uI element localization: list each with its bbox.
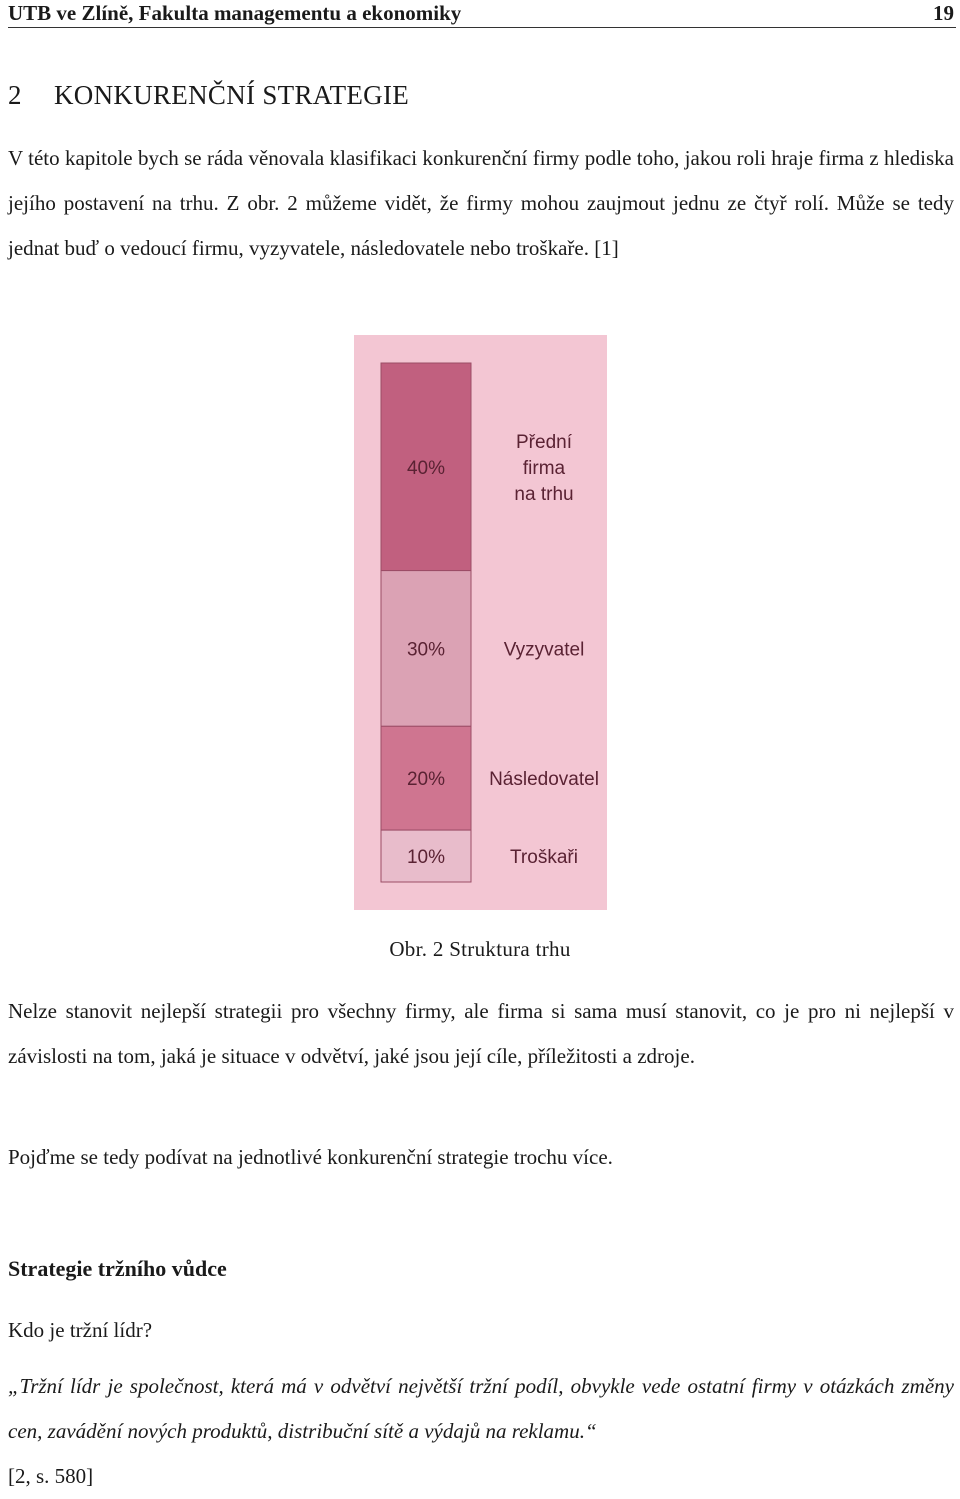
paragraph-strategy: Nelze stanovit nejlepší strategii pro všechny firmy, ale firma si sama musí stanovit, co je pro ni nejlepší v závislosti na tom, jaká je situace v odvětví, jaké jsou její cíle, příležitosti a zdroje. xyxy=(8,999,954,1068)
leader-definition-quote: „Tržní lídr je společnost, která má v odvětví největší tržní podíl, obvykle vede ostatní firmy v otázkách změny cen, zavádění nových produktů, distribuční sítě a výdajů na reklamu.“ xyxy=(8,1374,954,1443)
section-heading: Strategie tržního vůdce xyxy=(8,1256,227,1281)
category-label-4: Troškaři xyxy=(510,847,578,869)
market-structure-figure xyxy=(354,335,607,910)
page-number: 19 xyxy=(933,1,954,25)
chapter-heading xyxy=(8,80,409,111)
chapter-number: 2 xyxy=(8,80,22,110)
category-label-1-line-3: na trhu xyxy=(514,483,574,505)
category-label-1-line-1: Přední xyxy=(516,431,572,453)
value-label-2: 30% xyxy=(406,639,446,661)
category-label-2: Vyzyvatel xyxy=(503,639,585,661)
quote-citation: [2, s. 580] xyxy=(8,1464,94,1488)
figure-caption: Obr. 2 Struktura trhu xyxy=(389,937,571,961)
market-structure-chart xyxy=(354,335,607,910)
value-label-4: 10% xyxy=(406,847,446,869)
chapter-title: KONKURENČNÍ STRATEGIE xyxy=(54,80,410,110)
category-label-1-line-2: firma xyxy=(522,457,566,479)
section-question: Kdo je tržní lídr? xyxy=(8,1318,153,1342)
value-label-1: 40% xyxy=(406,457,446,479)
page-header xyxy=(8,0,956,28)
category-label-3: Následovatel xyxy=(489,769,599,791)
value-label-3: 20% xyxy=(406,769,446,791)
header-school: UTB ve Zlíně, Fakulta managementu a ekonomiky xyxy=(8,1,462,25)
paragraph-intro: V této kapitole bych se ráda věnovala klasifikaci konkurenční firmy podle toho, jakou roli hraje firma z hlediska jejího postavení na trhu. Z obr. 2 můžeme vidět, že firmy mohou zaujmout jednu ze čtyř rolí. Může se tedy jednat buď o vedoucí firmu, vyzyvatele, následovatele nebo troškaře. [1] xyxy=(8,146,954,260)
paragraph-transition: Pojďme se tedy podívat na jednotlivé konkurenční strategie trochu více. xyxy=(8,1145,613,1169)
